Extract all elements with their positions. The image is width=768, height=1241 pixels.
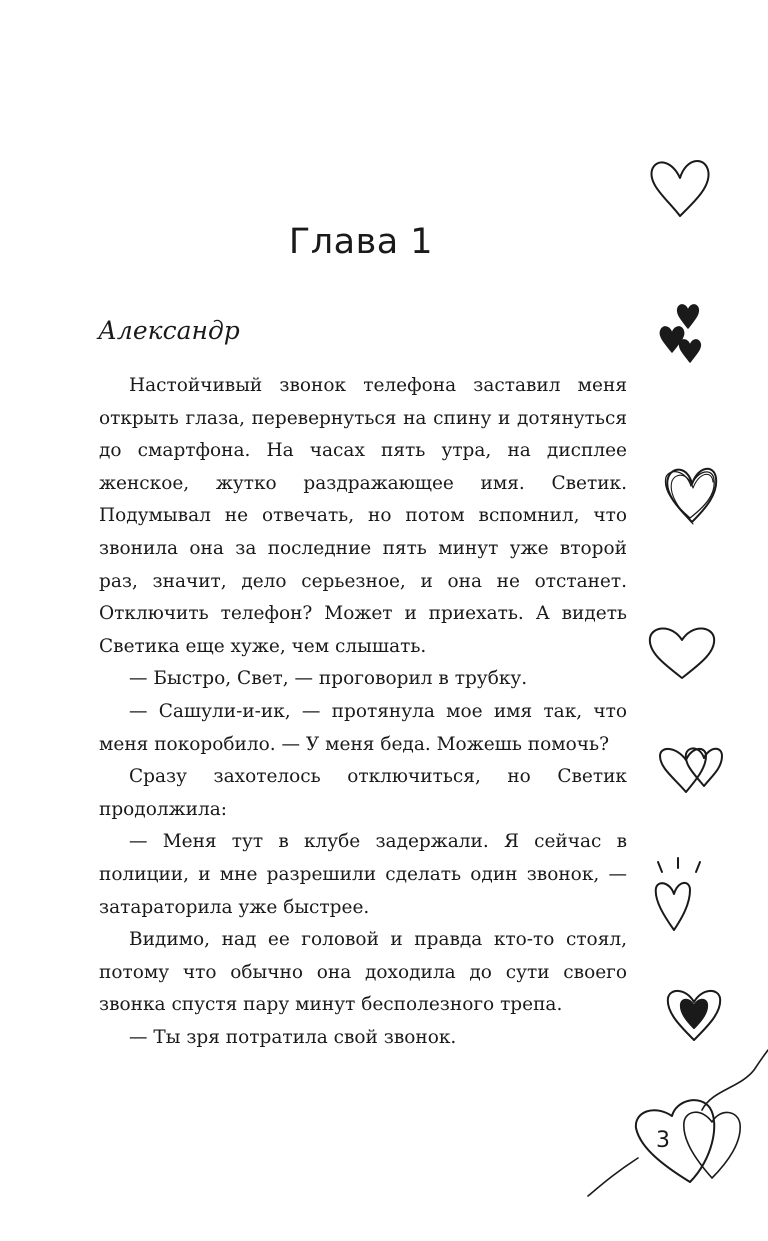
chapter-title: Глава 1 <box>288 222 434 262</box>
heart-doodles-border <box>560 0 768 1241</box>
narrator-name: Александр <box>98 316 240 345</box>
page-number-hearts-icon <box>588 1050 768 1196</box>
page-number: 3 <box>656 1128 670 1153</box>
paragraph-2: — Быстро, Свет, — проговорил в трубку. <box>129 668 528 690</box>
paragraph-3: — Сашули-и-ик, — протянула мое имя так, что меня покоробило. — У меня беда. Можешь помочь? <box>99 700 627 755</box>
scribbled-heart-icon <box>665 469 716 524</box>
radiating-heart-icon <box>656 858 700 930</box>
nested-heart-icon <box>668 991 720 1040</box>
heart-outline-icon <box>651 161 708 216</box>
body-text <box>99 370 627 1054</box>
small-filled-hearts-icon <box>660 305 700 362</box>
double-heart-icon <box>660 748 722 792</box>
paragraph-4: Сразу захотелось отключиться, но Светик продолжила: <box>99 766 627 820</box>
paragraph-7: — Ты зря потратила свой звонок. <box>129 1026 457 1048</box>
wide-heart-icon <box>650 629 714 679</box>
paragraph-6: Видимо, над ее головой и правда кто-то стоял, потому что обычно она доходила до сути своего звонка спустя пару минут бесполезного трепа. <box>99 929 627 1016</box>
paragraph-5: — Меня тут в клубе задержали. Я сейчас в полиции, и мне разрешили сделать один звонок, — затараторила уже быстрее. <box>99 831 627 918</box>
paragraph-1: Настойчивый звонок телефона заставил меня открыть глаза, перевернуться на спину и дотянуться до смартфона. На часах пять утра, на дисплее женское, жутко раздражающее имя. Светик. Подумывал не отвечать, но потом вспомнил, что звонила она за последние пять минут уже второй раз, значит, дело серьезное, и она не отстанет. Отключить телефон? Может и приехать. А видеть Светика еще хуже, чем слышать. <box>99 375 627 657</box>
